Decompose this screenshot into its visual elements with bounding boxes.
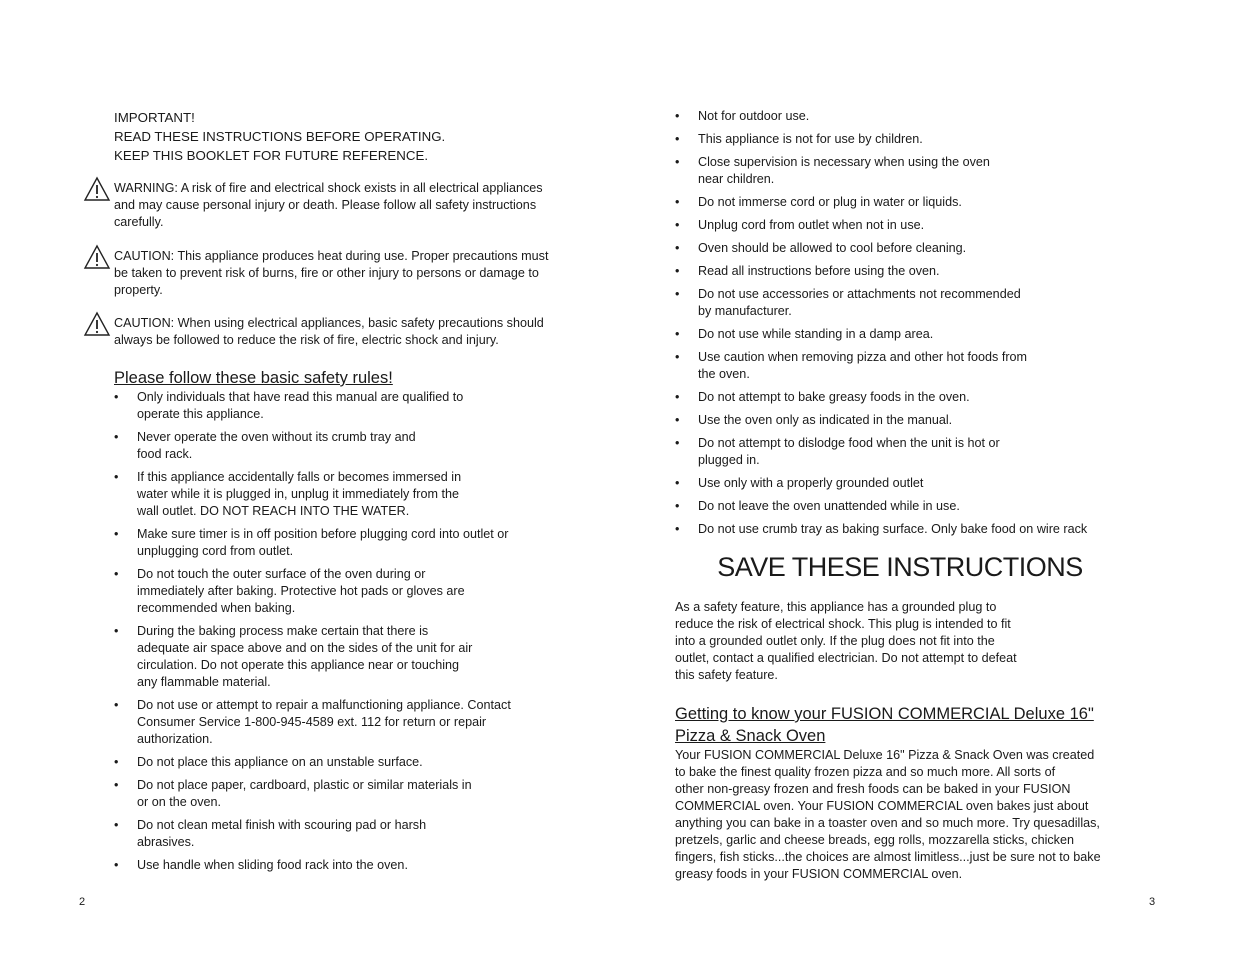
list-item bbox=[114, 469, 564, 520]
bullet: • bbox=[114, 430, 119, 444]
list-item bbox=[675, 326, 1125, 343]
list-item bbox=[675, 286, 1125, 320]
rule-text: Not for outdoor use. bbox=[698, 109, 810, 123]
warning-notice bbox=[114, 180, 564, 231]
bullet: • bbox=[675, 109, 680, 123]
left-page bbox=[114, 108, 564, 874]
right-page bbox=[675, 108, 1125, 883]
list-item bbox=[675, 521, 1125, 538]
list-item bbox=[675, 412, 1125, 429]
rule-text: Unplug cord from outlet when not in use. bbox=[698, 218, 925, 232]
rule-text: Do not use crumb tray as baking surface. Only bake food on wire rack bbox=[698, 522, 1088, 536]
safety-rules-list-right bbox=[675, 108, 1125, 538]
bullet: • bbox=[675, 350, 680, 364]
bullet: • bbox=[675, 287, 680, 301]
warning-text: WARNING: A risk of fire and electrical shock exists in all electrical appliances and may cause personal injury or death. Please follow all safety instructions carefully. bbox=[114, 181, 543, 229]
caution-notice-electrical bbox=[114, 315, 564, 349]
rule-text: Oven should be allowed to cool before cleaning. bbox=[698, 241, 967, 255]
list-item bbox=[675, 240, 1125, 257]
bullet: • bbox=[114, 778, 119, 792]
bullet: • bbox=[675, 132, 680, 146]
getting-to-know-heading-line: Pizza & Snack Oven bbox=[675, 727, 826, 745]
list-item bbox=[114, 817, 564, 851]
caution-text: CAUTION: This appliance produces heat during use. Proper precautions must be taken to prevent risk of burns, fire or other injury to persons or damage to property. bbox=[114, 249, 549, 297]
bullet: • bbox=[114, 470, 119, 484]
list-item bbox=[675, 435, 1125, 469]
list-item bbox=[675, 498, 1125, 515]
bullet: • bbox=[675, 195, 680, 209]
rule-text: Do not place paper, cardboard, plastic or similar materials in or on the oven. bbox=[137, 778, 472, 809]
rule-text: Do not leave the oven unattended while in use. bbox=[698, 499, 960, 513]
list-item bbox=[114, 566, 564, 617]
list-item bbox=[675, 131, 1125, 148]
bullet: • bbox=[675, 218, 680, 232]
rule-text: Never operate the oven without its crumb tray and food rack. bbox=[137, 430, 416, 461]
warning-triangle-icon bbox=[83, 244, 111, 270]
warning-triangle-icon bbox=[83, 176, 111, 202]
rule-text: Do not place this appliance on an unstable surface. bbox=[137, 755, 423, 769]
list-item bbox=[114, 697, 564, 748]
list-item bbox=[675, 194, 1125, 211]
rule-text: Do not use or attempt to repair a malfunctioning appliance. Contact Consumer Service 1-800-945-4589 ext. 112 for return or repair authorization. bbox=[137, 698, 511, 746]
important-line: KEEP THIS BOOKLET FOR FUTURE REFERENCE. bbox=[114, 148, 429, 163]
warning-triangle-icon bbox=[83, 311, 111, 337]
list-item bbox=[675, 108, 1125, 125]
rule-text: Do not attempt to dislodge food when the unit is hot or plugged in. bbox=[698, 436, 1000, 467]
bullet: • bbox=[114, 567, 119, 581]
rule-text: Do not touch the outer surface of the oven during or immediately after baking. Protective hot pads or gloves are recommended when baking. bbox=[137, 567, 465, 615]
rule-text: Close supervision is necessary when using the oven near children. bbox=[698, 155, 990, 186]
rule-text: Use the oven only as indicated in the manual. bbox=[698, 413, 953, 427]
page-number-right: 3 bbox=[1149, 896, 1156, 908]
grounded-plug-paragraph: As a safety feature, this appliance has a grounded plug to reduce the risk of electrical shock. This plug is intended to fit into a grounded outlet only. If the plug does not fit into the outlet, contact a qualified electrician. Do not attempt to defeat this safety feature. bbox=[675, 600, 1017, 682]
bullet: • bbox=[114, 858, 119, 872]
rule-text: Use handle when sliding food rack into the oven. bbox=[137, 858, 408, 872]
bullet: • bbox=[675, 327, 680, 341]
rule-text: Do not immerse cord or plug in water or liquids. bbox=[698, 195, 962, 209]
bullet: • bbox=[675, 413, 680, 427]
rule-text: Read all instructions before using the oven. bbox=[698, 264, 940, 278]
list-item bbox=[675, 217, 1125, 234]
important-line: IMPORTANT! bbox=[114, 110, 195, 125]
list-item bbox=[114, 623, 564, 691]
rule-text: Only individuals that have read this manual are qualified to operate this appliance. bbox=[137, 390, 464, 421]
list-item bbox=[675, 349, 1125, 383]
bullet: • bbox=[675, 390, 680, 404]
list-item bbox=[114, 526, 564, 560]
rule-text: This appliance is not for use by children. bbox=[698, 132, 923, 146]
rule-text: Do not use accessories or attachments not recommended by manufacturer. bbox=[698, 287, 1021, 318]
save-instructions-heading: SAVE THESE INSTRUCTIONS bbox=[717, 552, 1083, 582]
rule-text: Do not attempt to bake greasy foods in the oven. bbox=[698, 390, 970, 404]
list-item bbox=[114, 754, 564, 771]
rule-text: During the baking process make certain that there is adequate air space above and on the sides of the unit for air circulation. Do not operate this appliance near or touching any flammable material. bbox=[137, 624, 473, 689]
rule-text: If this appliance accidentally falls or becomes immersed in water while it is plugged in, unplug it immediately from the wall outlet. DO NOT REACH INTO THE WATER. bbox=[137, 470, 462, 518]
rule-text: Do not clean metal finish with scouring pad or harsh abrasives. bbox=[137, 818, 427, 849]
important-line: READ THESE INSTRUCTIONS BEFORE OPERATING. bbox=[114, 129, 446, 144]
safety-rules-heading: Please follow these basic safety rules! bbox=[114, 369, 393, 387]
list-item bbox=[675, 263, 1125, 280]
getting-to-know-heading-line: Getting to know your FUSION COMMERCIAL Deluxe 16" bbox=[675, 705, 1094, 723]
list-item bbox=[675, 154, 1125, 188]
bullet: • bbox=[675, 476, 680, 490]
list-item bbox=[114, 389, 564, 423]
bullet: • bbox=[675, 264, 680, 278]
bullet: • bbox=[675, 241, 680, 255]
list-item bbox=[114, 857, 564, 874]
page-number-left: 2 bbox=[79, 896, 86, 908]
bullet: • bbox=[114, 390, 119, 404]
getting-to-know-heading bbox=[675, 703, 1125, 747]
bullet: • bbox=[675, 499, 680, 513]
caution-text: CAUTION: When using electrical appliances, basic safety precautions should always be followed to reduce the risk of fire, electric shock and injury. bbox=[114, 316, 544, 347]
bullet: • bbox=[114, 698, 119, 712]
bullet: • bbox=[114, 755, 119, 769]
list-item bbox=[675, 475, 1125, 492]
list-item bbox=[114, 429, 564, 463]
getting-to-know-paragraph: Your FUSION COMMERCIAL Deluxe 16" Pizza & Snack Oven was created to bake the finest quality frozen pizza and so much more. All sorts of other non-greasy frozen and fresh foods can be baked in your FUSION COMMERCIAL oven. Your FUSION COMMERCIAL oven bakes just about anything you can bake in a toaster oven and so much more. Try quesadillas, pretzels, garlic and cheese breads, egg rolls, mozzarella sticks, chicken fingers, fish sticks...the choices are almost limitless...just be sure not to bake greasy foods in your FUSION COMMERCIAL oven. bbox=[675, 748, 1101, 881]
rule-text: Use only with a properly grounded outlet bbox=[698, 476, 924, 490]
rule-text: Do not use while standing in a damp area. bbox=[698, 327, 934, 341]
important-notice bbox=[114, 108, 564, 165]
rule-text: Make sure timer is in off position before plugging cord into outlet or unplugging cord from outlet. bbox=[137, 527, 509, 558]
safety-rules-list-left bbox=[114, 389, 564, 874]
bullet: • bbox=[675, 522, 680, 536]
bullet: • bbox=[114, 527, 119, 541]
caution-notice-heat bbox=[114, 248, 564, 299]
list-item bbox=[114, 777, 564, 811]
bullet: • bbox=[675, 436, 680, 450]
bullet: • bbox=[114, 624, 119, 638]
bullet: • bbox=[114, 818, 119, 832]
list-item bbox=[675, 389, 1125, 406]
rule-text: Use caution when removing pizza and other hot foods from the oven. bbox=[698, 350, 1028, 381]
bullet: • bbox=[675, 155, 680, 169]
